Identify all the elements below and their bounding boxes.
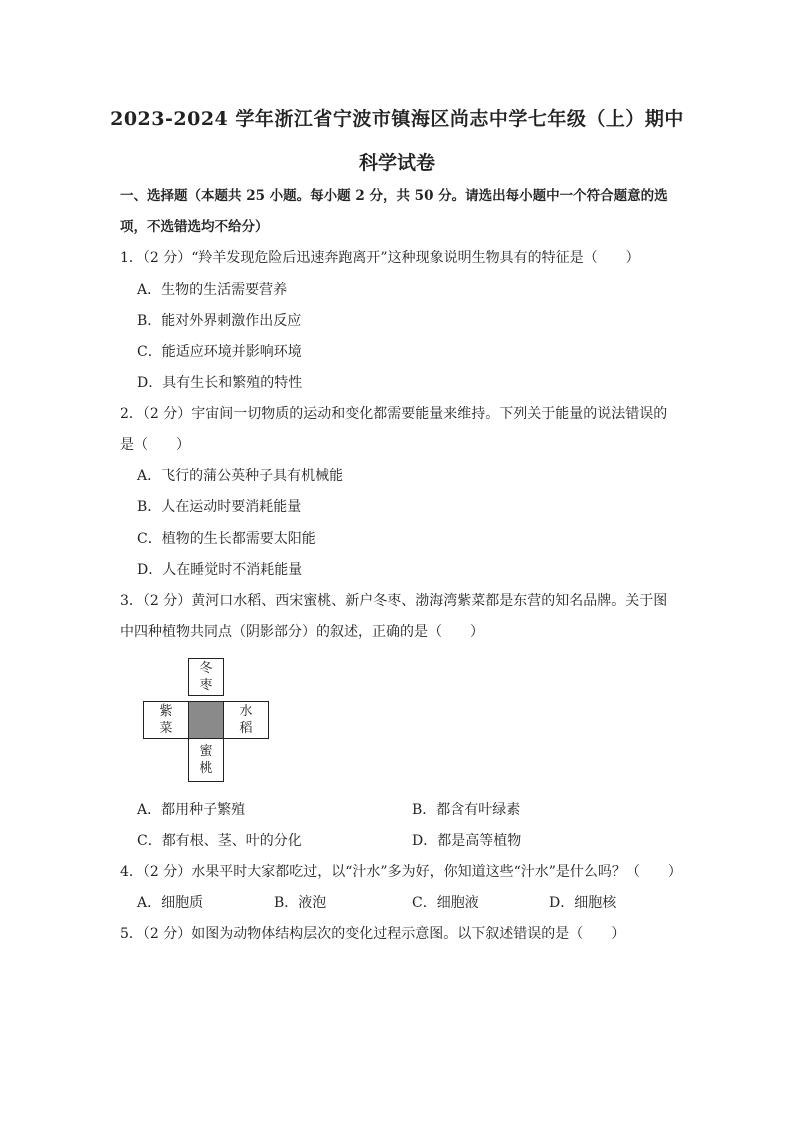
question-4-stem: 4．（2 分）水果平时大家都吃过，以“汁水”多为好，你知道这些“汁水”是什么吗？（ ） [120, 864, 682, 880]
question-3-option-d: D．都是高等植物 [412, 833, 522, 849]
diagram-cell-dongzao: 冬 枣 [188, 658, 224, 696]
question-5-stem: 5．（2 分）如图为动物体结构层次的变化过程示意图。以下叙述错误的是（ ） [120, 926, 626, 942]
question-2-stem-cont: 是（ ） [120, 437, 190, 453]
question-2-option-c: C．植物的生长都需要太阳能 [137, 531, 316, 547]
question-1-option-d: D．具有生长和繁殖的特性 [137, 375, 303, 391]
exam-title-line1: 2023-2024 学年浙江省宁波市镇海区尚志中学七年级（上）期中 [110, 108, 684, 130]
question-2-option-a: A．飞行的蒲公英种子具有机械能 [137, 468, 344, 484]
question-4-option-b: B．液泡 [274, 895, 327, 911]
question-3-option-a: A．都用种子繁殖 [137, 802, 246, 818]
question-3-option-c: C．都有根、茎、叶的分化 [137, 833, 302, 849]
question-1-option-b: B．能对外界刺激作出反应 [137, 313, 302, 329]
question-1-option-c: C．能适应环境并影响环境 [137, 344, 302, 360]
question-3-option-b: B．都含有叶绿素 [412, 802, 521, 818]
plant-venn-cross-diagram [143, 658, 269, 782]
question-2-option-d: D．人在睡觉时不消耗能量 [137, 562, 303, 578]
question-2-option-b: B．人在运动时要消耗能量 [137, 499, 302, 515]
question-4-option-d: D．细胞核 [549, 895, 617, 911]
diagram-shaded-common-area [188, 701, 224, 739]
question-3-stem-cont: 中四种植物共同点（阴影部分）的叙述，正确的是（ ） [120, 624, 484, 640]
question-4-option-c: C．细胞液 [412, 895, 479, 911]
question-1-option-a: A．生物的生活需要营养 [137, 282, 288, 298]
section-heading-cont: 项，不选错选均不给分） [120, 219, 269, 235]
diagram-cell-shuidao: 水 稻 [223, 701, 269, 739]
question-1-stem: 1．（2 分）“羚羊发现危险后迅速奔跑离开”这种现象说明生物具有的特征是（ ） [120, 250, 640, 266]
exam-title-line2: 科学试卷 [358, 152, 435, 174]
section-heading: 一、选择题（本题共 25 小题。每小题 2 分，共 50 分。请选出每小题中一个符合题意的选 [120, 188, 668, 204]
diagram-cell-zicai: 紫 菜 [143, 701, 189, 739]
question-3-stem: 3．（2 分）黄河口水稻、西宋蜜桃、新户冬枣、渤海湾紫菜都是东营的知名品牌。关于图 [120, 593, 668, 609]
question-4-option-a: A．细胞质 [137, 895, 204, 911]
diagram-cell-mitao: 蜜 桃 [188, 738, 224, 782]
question-2-stem: 2．（2 分）宇宙间一切物质的运动和变化都需要能量来维持。下列关于能量的说法错误的 [120, 406, 668, 422]
